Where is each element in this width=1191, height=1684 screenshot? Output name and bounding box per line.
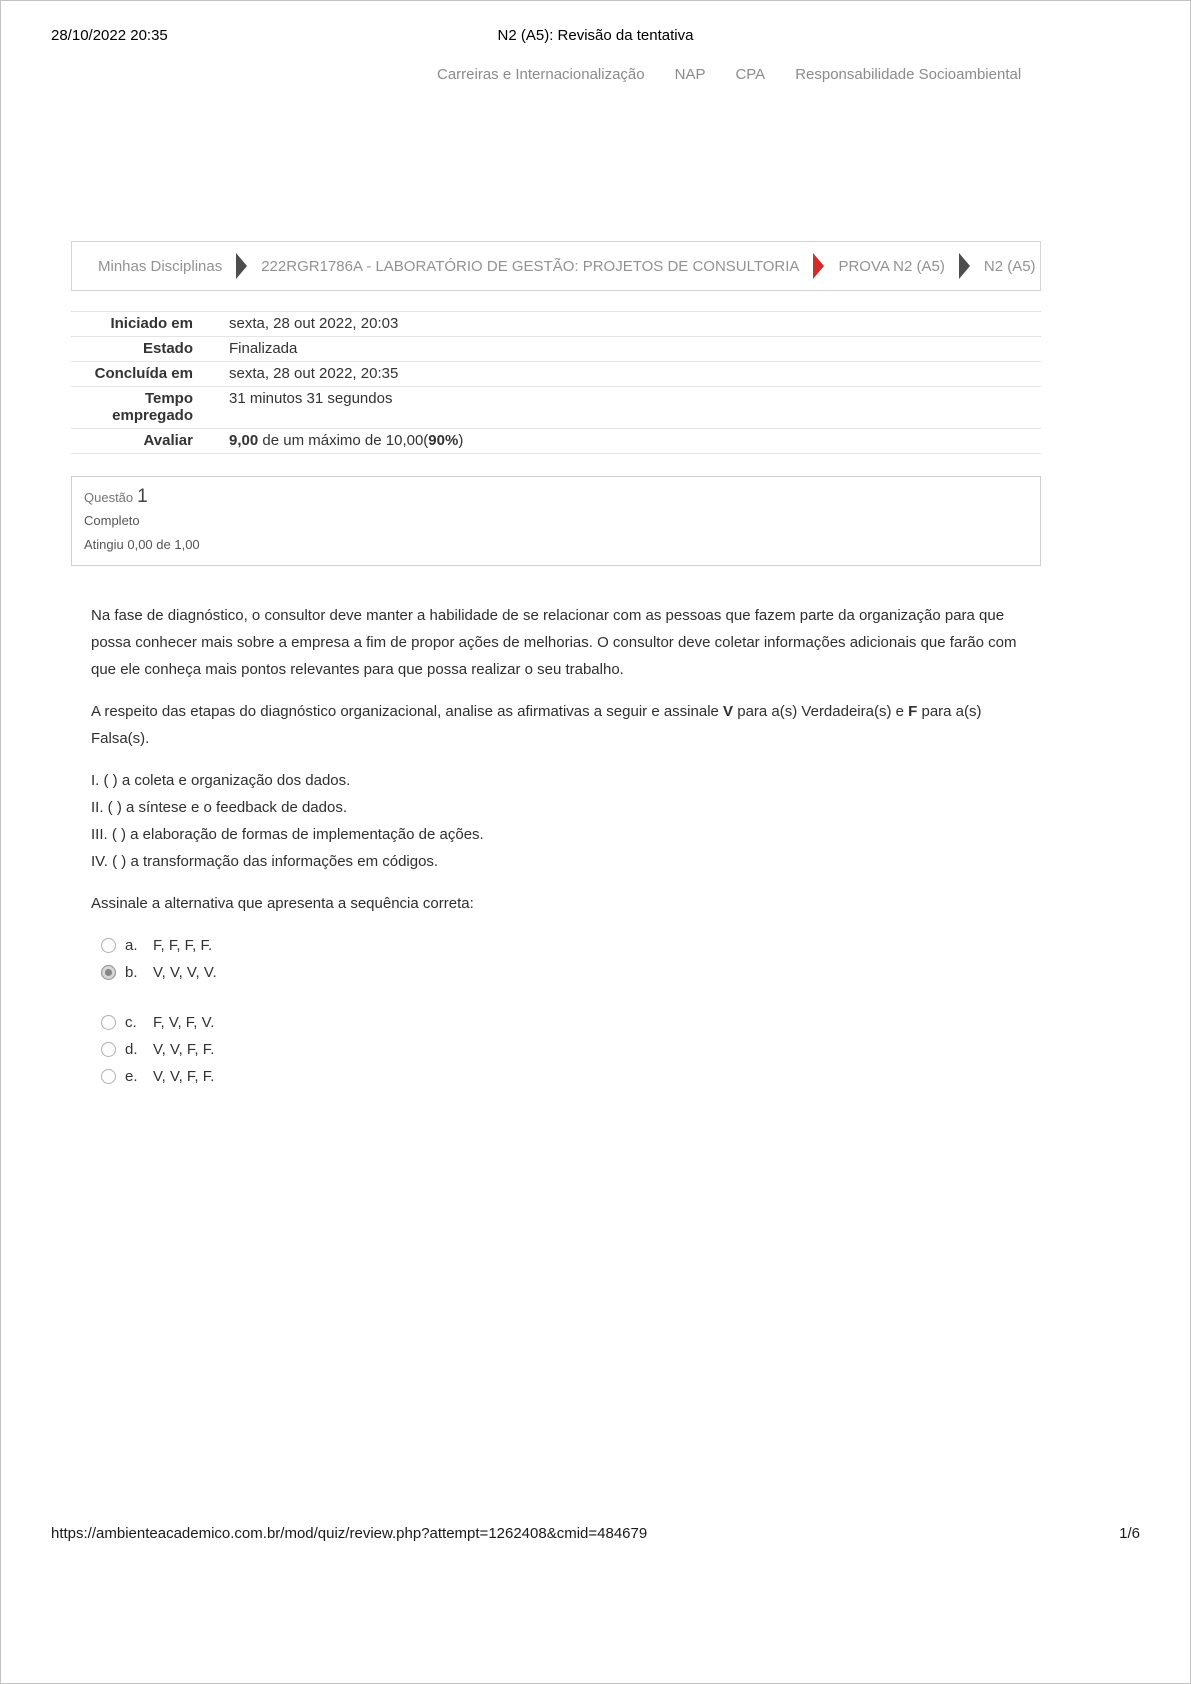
radio-option-a[interactable] [101, 938, 116, 953]
bold-v: V [723, 703, 734, 720]
chevron-right-icon-red [813, 253, 824, 279]
summary-label-concluida: Concluída em [94, 365, 193, 382]
option-text: V, V, F, F. [153, 1041, 215, 1058]
table-row [71, 311, 1041, 337]
nav-link-carreiras[interactable]: Carreiras e Internacionalização [437, 66, 645, 83]
option-letter: e. [125, 1068, 138, 1085]
paragraph2-text: para a(s) Falsa(s). [91, 703, 982, 747]
breadcrumb-course[interactable]: 222RGR1786A - LABORATÓRIO DE GESTÃO: PROJETOS DE CONSULTORIA [261, 257, 800, 275]
nav-link-responsabilidade[interactable]: Responsabilidade Socioambiental [795, 66, 1022, 83]
radio-option-e[interactable] [101, 1069, 116, 1084]
summary-label-tempo: Tempo empregado [112, 390, 193, 424]
statement-iv: IV. ( ) a transformação das informações em códigos. [91, 853, 439, 870]
summary-label-estado: Estado [142, 340, 193, 357]
statements-list [91, 767, 1021, 875]
footer-url: https://ambienteacademico.com.br/mod/quiz/review.php?attempt=1262408&cmid=484679 [51, 1525, 648, 1542]
page-title: N2 (A5): Revisão da tentativa [497, 27, 694, 44]
print-datetime: 28/10/2022 20:35 [51, 27, 168, 44]
summary-label-iniciado: Iniciado em [110, 315, 193, 332]
question-points: Atingiu 0,00 de 1,00 [84, 537, 200, 552]
question-number-value: 1 [137, 486, 148, 507]
option-letter: b. [125, 964, 138, 981]
list-item [101, 932, 1021, 959]
breadcrumb [71, 241, 1041, 291]
option-text: F, F, F, F. [153, 937, 213, 954]
table-row [71, 387, 1041, 429]
list-item [101, 1036, 1021, 1063]
summary-value-avaliar [219, 432, 1041, 449]
option-text: F, V, F, V. [153, 1014, 215, 1031]
summary-value-concluida: sexta, 28 out 2022, 20:35 [229, 365, 399, 382]
breadcrumb-quiz[interactable]: N2 (A5) [983, 257, 1036, 275]
statement-iii: III. ( ) a elaboração de formas de implementação de ações. [91, 826, 484, 843]
nav-link-nap[interactable]: NAP [674, 66, 706, 83]
summary-value-estado: Finalizada [229, 340, 298, 357]
question-number [84, 486, 1028, 508]
list-item [101, 1009, 1021, 1036]
option-letter: c. [125, 1014, 137, 1031]
list-item [101, 959, 1021, 986]
option-letter: d. [125, 1041, 138, 1058]
statement-ii: II. ( ) a síntese e o feedback de dados. [91, 799, 347, 816]
question-paragraph-1: Na fase de diagnóstico, o consultor deve manter a habilidade de se relacionar com as pessoas que fazem parte da organização para que possa conhecer mais sobre a empresa a fim de propor ações de melhorias. O consultor deve coletar informações adicionais que farão com que ele conheça mais pontos relevantes para que possa realizar o seu trabalho. [91, 607, 1017, 678]
radio-option-d[interactable] [101, 1042, 116, 1057]
grade-text-end: ) [458, 432, 464, 449]
paragraph2-text: A respeito das etapas do diagnóstico organizacional, analise as afirmativas a seguir e assinale [91, 703, 724, 720]
summary-value-iniciado: sexta, 28 out 2022, 20:03 [229, 315, 399, 332]
grade-value: 9,00 [229, 432, 259, 449]
statement-i: I. ( ) a coleta e organização dos dados. [91, 772, 351, 789]
summary-value-tempo: 31 minutos 31 segundos [229, 390, 393, 407]
table-row [71, 429, 1041, 454]
answer-instruction: Assinale a alternativa que apresenta a sequência correta: [91, 895, 474, 912]
list-item [101, 1063, 1021, 1090]
nav-link-cpa[interactable]: CPA [735, 66, 766, 83]
chevron-right-icon [959, 253, 970, 279]
option-text: V, V, F, F. [153, 1068, 215, 1085]
table-row [71, 362, 1041, 387]
radio-option-c[interactable] [101, 1015, 116, 1030]
footer-page-number: 1/6 [1119, 1525, 1140, 1542]
top-nav [437, 66, 1021, 83]
table-row [71, 337, 1041, 362]
bold-f: F [908, 703, 918, 720]
summary-label-avaliar: Avaliar [143, 432, 193, 449]
attempt-summary-table [71, 311, 1041, 454]
question-body [91, 602, 1021, 1090]
question-paragraph-2 [91, 698, 1021, 752]
paragraph2-text: para a(s) Verdadeira(s) e [733, 703, 909, 720]
grade-percent: 90% [428, 432, 459, 449]
question-info-box [71, 476, 1041, 566]
option-letter: a. [125, 937, 138, 954]
breadcrumb-prova[interactable]: PROVA N2 (A5) [838, 257, 945, 275]
chevron-right-icon [236, 253, 247, 279]
option-text: V, V, V, V. [153, 964, 217, 981]
question-word: Questão [84, 490, 134, 505]
answer-options [101, 932, 1021, 1090]
breadcrumb-minhas-disciplinas[interactable]: Minhas Disciplinas [98, 257, 223, 275]
grade-text: de um máximo de 10,00( [258, 432, 429, 449]
question-status: Completo [84, 513, 140, 528]
radio-option-b[interactable] [101, 965, 116, 980]
